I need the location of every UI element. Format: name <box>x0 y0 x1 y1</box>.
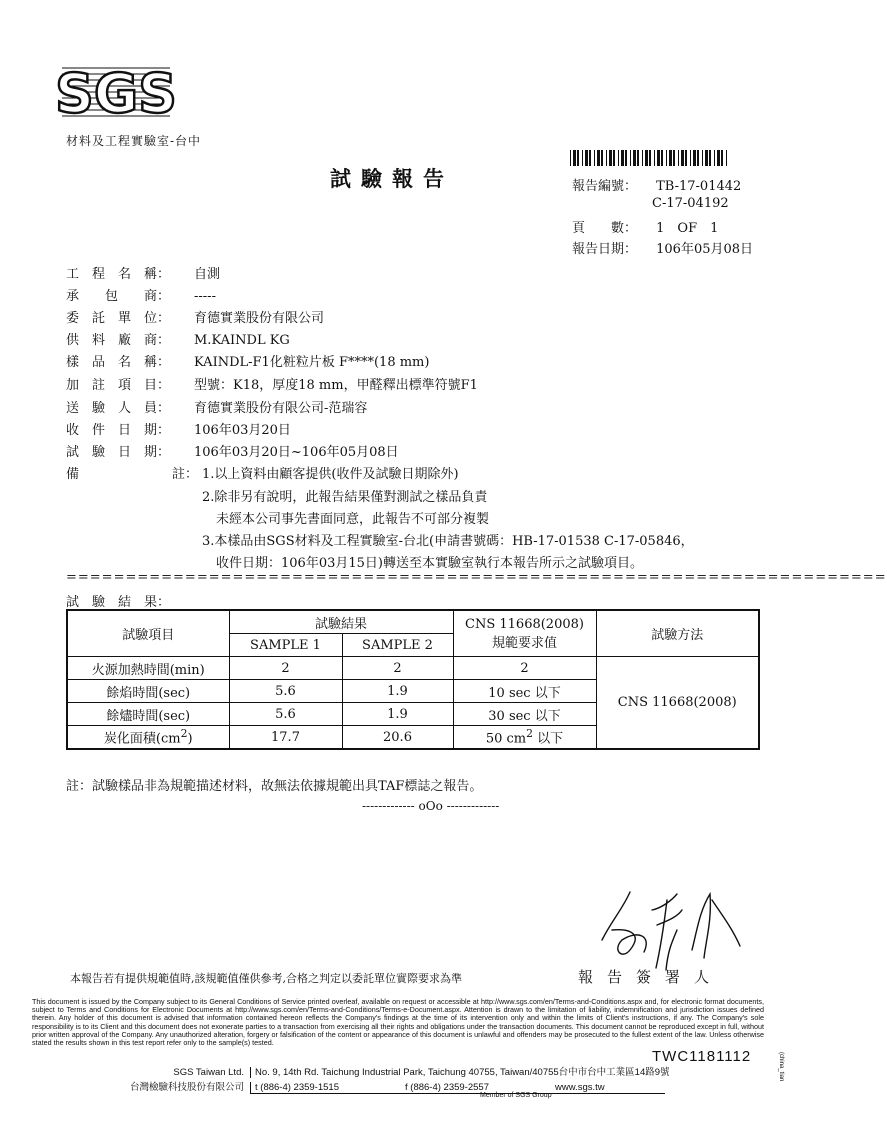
barcode-bar <box>685 150 687 166</box>
row-item: 餘焰時間(sec) <box>67 680 229 703</box>
side-code: (china_tian <box>778 1052 784 1082</box>
row-spec: 2 <box>453 657 596 680</box>
member-label: Member of SGS Group <box>480 1092 552 1099</box>
legal-disclaimer: This document is issued by the Company subject to its General Conditions of Service printed overleaf, available on request or accessible at http://www.sgs.com/en/Terms-and-Conditions.aspx and, for electronic format documents, subject to Terms and Conditions for Electronic Documents at http://www.sgs.com/en/Terms-and-Conditions/Terms-e-Document.aspx. Attention is drawn to the limitation of liability, indemnification and jurisdiction issues defined therein. Any holder of this document is advised that information contained hereon reflects the Company's findings at the time of its intervention only and within the limits of Client's instructions, if any. The Company's sole responsibility is to its Client and this document does not exonerate parties to a transaction from exercising all their rights and obligations under the transaction documents. This document cannot be reproduced except in full, without prior written approval of the Company. Any unauthorized alteration, forgery or falsification of the content or appearance of this document is unlawful and offenders may be prosecuted to the fullest extent of the law. Unless otherwise stated the results shown in this test report refer only to the sample(s) tested. <box>32 997 764 1048</box>
barcode-bar <box>589 150 591 166</box>
header-method: 試驗方法 <box>596 610 759 657</box>
barcode-bar <box>642 150 643 166</box>
remark-line: 收件日期：106年03月15日)轉送至本實驗室執行本報告所示之試驗項目。 <box>216 556 643 571</box>
remarks-label-right: 註： <box>172 467 199 482</box>
row-item: 火源加熱時間(min) <box>67 657 229 680</box>
barcode-bar <box>721 150 723 166</box>
logo-text: SGS <box>54 62 178 125</box>
barcode-bar <box>657 150 660 166</box>
row-sample-1: 17.7 <box>229 726 342 750</box>
barcode-icon <box>570 150 730 166</box>
field-client: 委 託 單 位： 育德實業股份有限公司 <box>66 311 325 326</box>
header-sample-2: SAMPLE 2 <box>342 634 453 657</box>
sgs-logo <box>54 60 178 125</box>
barcode-bar <box>613 150 615 166</box>
barcode-bar <box>678 150 679 166</box>
barcode-bar <box>697 150 699 166</box>
remark-line: 3.本樣品由SGS材料及工程實驗室-台北(申請書號碼：HB-17-01538 C-17-05846， <box>202 534 694 549</box>
separator-line: ===================================================================== <box>66 570 887 585</box>
field-extra-item: 加 註 項 目： 型號：K18，厚度18 mm，甲醛釋出標準符號F1 <box>66 378 478 393</box>
report-title: 試驗報告 <box>330 166 454 191</box>
barcode-bar <box>714 150 715 166</box>
header-sample-1: SAMPLE 1 <box>229 634 342 657</box>
twc-code: TWC1181112 <box>652 1048 752 1065</box>
barcode-bar <box>625 150 627 166</box>
signature <box>582 880 752 975</box>
field-project: 工 程 名 稱： 自測 <box>66 267 221 282</box>
remark-line: 2.除非另有說明，此報告結果僅對測試之樣品負責 <box>202 490 488 505</box>
field-test-date: 試 驗 日 期： 106年03月20日~106年05月08日 <box>66 445 399 460</box>
barcode-bar <box>649 150 651 166</box>
row-sample-2: 1.9 <box>342 680 453 703</box>
signatory-label: 報告簽署人 <box>578 968 724 986</box>
report-number-2: C-17-04192 <box>652 196 729 211</box>
barcode-bar <box>717 150 720 166</box>
row-sample-2: 20.6 <box>342 726 453 750</box>
barcode-bar <box>709 150 711 166</box>
row-sample-1: 2 <box>229 657 342 680</box>
page-count: 頁 數： 1 OF 1 <box>572 221 719 236</box>
barcode-bar <box>681 150 684 166</box>
barcode-bar <box>606 150 607 166</box>
report-date: 報告日期： 106年05月08日 <box>572 242 754 257</box>
row-spec: 30 sec 以下 <box>453 703 596 726</box>
row-item: 炭化面積$(cm^2)$ <box>67 726 229 750</box>
barcode-bar <box>570 150 571 166</box>
barcode-bar <box>621 150 624 166</box>
row-spec: 10 sec 以下 <box>453 680 596 703</box>
barcode-bar <box>630 150 631 166</box>
field-contractor: 承 包 商： ----- <box>66 289 216 304</box>
remark-line: 1.以上資料由顧客提供(收件及試驗日期除外) <box>202 467 459 482</box>
barcode-bar <box>594 150 595 166</box>
header-spec: CNS 11668(2008) 規範要求值 <box>453 610 596 657</box>
remark-line: 未經本公司事先書面同意，此報告不可部分複製 <box>216 512 490 527</box>
row-sample-2: 1.9 <box>342 703 453 726</box>
barcode-bar <box>654 150 655 166</box>
results-table <box>66 609 760 750</box>
row-sample-2: 2 <box>342 657 453 680</box>
barcode-bar <box>633 150 636 166</box>
barcode-bar <box>597 150 600 166</box>
barcode-bar <box>673 150 675 166</box>
barcode-bar <box>645 150 648 166</box>
barcode-bar <box>637 150 639 166</box>
header-test-result: 試驗結果 <box>229 610 453 634</box>
barcode-bar <box>705 150 708 166</box>
header-test-item: 試驗項目 <box>67 610 229 657</box>
row-item: 餘燼時間(sec) <box>67 703 229 726</box>
barcode-bar <box>690 150 691 166</box>
field-sample-name: 樣 品 名 稱： KAINDL-F1化粧粒片板 F****(18 mm) <box>66 355 430 370</box>
barcode-bar <box>582 150 583 166</box>
barcode-bar <box>669 150 672 166</box>
lab-name: 材料及工程實驗室-台中 <box>66 134 202 148</box>
row-sample-1: 5.6 <box>229 680 342 703</box>
table-row <box>67 657 759 680</box>
sign-note: 本報告若有提供規範值時,該規範值僅供參考,合格之判定以委託單位實際要求為準 <box>70 972 462 985</box>
end-mark: ------------- oOo ------------- <box>362 799 500 813</box>
row-spec: 50 $cm^2$ 以下 <box>453 726 596 750</box>
barcode-bar <box>585 150 588 166</box>
report-number: 報告編號： TB-17-01442 <box>572 179 742 194</box>
method-value: CNS 11668(2008) <box>596 657 759 750</box>
barcode-bar <box>726 150 727 166</box>
footer-address: SGS Taiwan Ltd. No. 9, 14th Rd. Taichung Industrial Park, Taichung 40755, Taiwan/40755台中市台中工業區14路9號 台灣檢驗科技股份有限公司 t (886-4) 2359-1515 f (886-4) 2359-2557 www.sgs.tw <box>129 1067 670 1093</box>
row-sample-1: 5.6 <box>229 703 342 726</box>
field-submitter: 送 驗 人 員： 育德實業股份有限公司-范瑞容 <box>66 401 368 416</box>
barcode-bar <box>693 150 696 166</box>
field-received-date: 收 件 日 期： 106年03月20日 <box>66 423 291 438</box>
remarks-label-left: 備 <box>66 467 80 482</box>
barcode-bar <box>577 150 579 166</box>
barcode-bar <box>618 150 619 166</box>
footnote: 註：試驗樣品非為規範描述材料，故無法依據規範出具TAF標誌之報告。 <box>66 779 483 794</box>
field-supplier: 供 料 廠 商： M.KAINDL KG <box>66 333 290 348</box>
barcode-bar <box>573 150 576 166</box>
barcode-bar <box>666 150 667 166</box>
barcode-bar <box>609 150 612 166</box>
barcode-bar <box>661 150 663 166</box>
barcode-bar <box>702 150 703 166</box>
results-label: 試 驗 結 果： <box>66 595 171 610</box>
barcode-bar <box>601 150 603 166</box>
